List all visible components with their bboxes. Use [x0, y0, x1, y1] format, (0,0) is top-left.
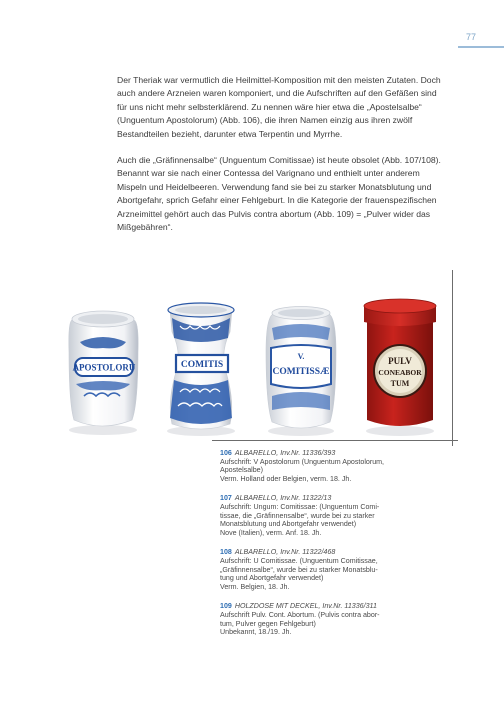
- caption-line: tum, Pulver gegen Fehlgeburt): [220, 619, 316, 628]
- caption-number: 107: [220, 494, 232, 503]
- caption-title: ALBARELLO, Inv.Nr. 11322/13: [234, 494, 332, 503]
- caption-line: Nove (Italien), verm. Anf. 18. Jh.: [220, 528, 322, 537]
- jar-label-text: PULV: [388, 356, 412, 366]
- caption-line: „Gräfinnensalbe“, wurde bei zu starker Monatsblu-: [220, 565, 378, 574]
- caption-line: Aufschrift: U Comitissae. (Unguentum Comitissae,: [220, 556, 378, 565]
- caption-line: Verm. Holland oder Belgien, verm. 18. Jh.: [220, 474, 352, 483]
- caption-title: ALBARELLO, Inv.Nr. 11322/468: [234, 548, 336, 557]
- body-text: [117, 74, 447, 247]
- caption-line: Aufschrift: V Apostolorum (Unguentum Apostolorum,: [220, 457, 385, 466]
- caption-number: 106: [220, 449, 232, 457]
- jar-108: [266, 307, 336, 437]
- figure-captions: [220, 449, 430, 648]
- jar-label-text: COMITIS: [180, 360, 224, 370]
- page-number: 77: [466, 32, 477, 42]
- jar-label-text: V.: [297, 352, 305, 361]
- caption-line: Apostelsalbe): [220, 466, 263, 475]
- jar-109: [364, 299, 436, 436]
- jar-107: [167, 303, 235, 436]
- jar-label-text: TUM: [390, 379, 410, 388]
- caption-title: HOLZDOSE MIT DECKEL, Inv.Nr. 11336/311: [234, 602, 377, 611]
- caption-line: Aufschrift Pulv. Cont. Abortum. (Pulvis contra abor-: [220, 610, 380, 619]
- caption-109: [220, 602, 430, 636]
- jar-label-text: APOSTOLORU: [72, 362, 136, 373]
- caption-106: [220, 449, 430, 483]
- caption-line: Aufschrift: Ungum: Comitissae: (Unguentum Comi-: [220, 502, 380, 511]
- caption-number: 109: [220, 602, 232, 611]
- header-rule: [458, 46, 504, 48]
- caption-line: Verm. Belgien, 18. Jh.: [220, 582, 290, 591]
- caption-line: tissae, die „Gräfinnensalbe“, wurde bei zu starker: [220, 511, 375, 520]
- figure-rule-horizontal: [212, 440, 458, 441]
- jar-106: [69, 311, 138, 435]
- caption-number: 108: [220, 548, 232, 557]
- paragraph: Auch die „Gräfinnensalbe“ (Unguentum Comitissae) ist heute obsolet (Abb. 107/108). Benannt war sie nach einer Contessa del Varignano und enthielt unter anderem Mispeln und Heidelbeeren. Verwendung fand sie bei zu starker Monatsblutung und Abortgefahr, sprich Gefahr einer Fehlgeburt. In die Kategorie der frauenspezifischen Arzneimittel gehört auch das Pulvis contra abortum (Abb. 109) = „Pulver wider das Mißgebähren“.: [117, 155, 441, 233]
- caption-line: Monatsblutung und Abortgefahr verwendet): [220, 520, 357, 529]
- caption-line: tung und Abortgefahr verwendet): [220, 574, 324, 583]
- caption-107: [220, 494, 430, 537]
- apothecary-jars-photo: [62, 292, 450, 438]
- caption-line: Unbekannt, 18./19. Jh.: [220, 628, 292, 637]
- jar-label-text: CONEABOR: [378, 368, 422, 377]
- paragraph: Der Theriak war vermutlich die Heilmittel-Komposition mit den meisten Zutaten. Doch auch andere Arzneien waren komponiert, und die Aufschriften auf den Gefäßen sind für uns nicht mehr selbsterklärend. Zu nennen wäre hier etwa die „Apostelsalbe“ (Unguentum Apostolorum) (Abb. 106), die ihren Namen einzig aus ihren zwölf Bestandteilen bezieht, darunter etwa Terpentin und Myrrhe.: [117, 75, 441, 139]
- figure-rule-vertical: [452, 270, 453, 446]
- caption-108: [220, 548, 430, 591]
- jar-label-text: COMITISSÆ: [272, 367, 330, 377]
- caption-title: ALBARELLO, Inv.Nr. 11336/393: [234, 449, 336, 457]
